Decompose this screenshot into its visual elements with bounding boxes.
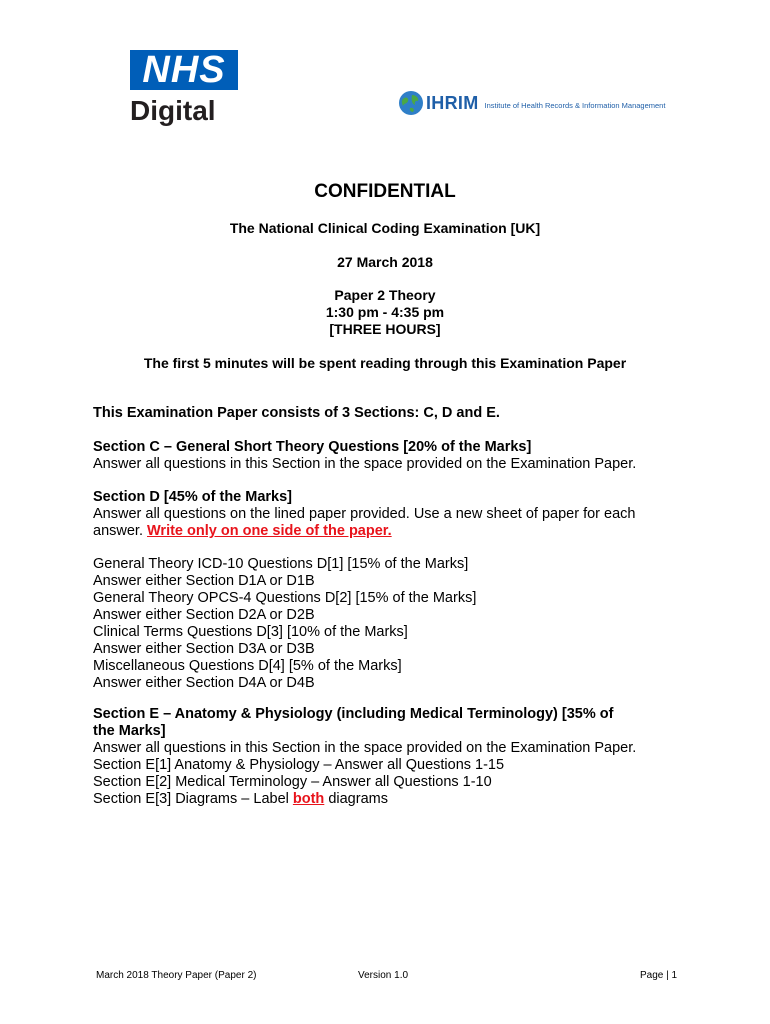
footer-version: Version 1.0	[358, 970, 409, 981]
nhs-logo-box: NHS	[130, 50, 238, 90]
section-c-heading: Section C – General Short Theory Questions [20% of the Marks]	[93, 439, 532, 455]
section-e	[93, 706, 693, 808]
paper-name: Paper 2 Theory	[334, 287, 436, 303]
footer-left: March 2018 Theory Paper (Paper 2)	[96, 970, 257, 981]
section-d	[93, 489, 693, 540]
section-e-item-2: Section E[2] Medical Terminology – Answer all Questions 1-10	[93, 774, 492, 790]
intro-text: This Examination Paper consists of 3 Sections: C, D and E.	[93, 405, 500, 421]
list-item: General Theory OPCS-4 Questions D[2] [15% of the Marks]	[93, 590, 477, 606]
section-d-text-prefix: answer.	[93, 523, 147, 539]
list-item: Answer either Section D2A or D2B	[93, 607, 315, 623]
footer-page-number: Page | 1	[640, 970, 678, 981]
section-e-heading-line2: the Marks]	[93, 723, 166, 739]
section-d-heading: Section D [45% of the Marks]	[93, 489, 293, 505]
globe-icon	[398, 90, 424, 116]
section-d-warning: Write only on one side of the paper.	[147, 523, 392, 539]
exam-name: The National Clinical Coding Examination [UK]	[229, 220, 541, 236]
list-item: Answer either Section D3A or D3B	[93, 641, 315, 657]
section-e-item-3-emphasis: both	[292, 791, 325, 807]
section-c	[93, 439, 693, 473]
nhs-digital-text: Digital	[130, 95, 216, 126]
section-d-text-line1: Answer all questions on the lined paper provided. Use a new sheet of paper for each	[93, 506, 636, 522]
list-item: Answer either Section D1A or D1B	[93, 573, 315, 589]
section-e-item-3	[93, 791, 693, 808]
exam-date: 27 March 2018	[337, 254, 433, 270]
section-e-item-1: Section E[1] Anatomy & Physiology – Answer all Questions 1-15	[93, 757, 505, 773]
document-title: CONFIDENTIAL	[314, 181, 456, 202]
exam-duration: [THREE HOURS]	[329, 321, 441, 337]
list-item: Miscellaneous Questions D[4] [5% of the Marks]	[93, 658, 402, 674]
list-item: Clinical Terms Questions D[3] [10% of the Marks]	[93, 624, 408, 640]
section-c-text: Answer all questions in this Section in the space provided on the Examination Paper.	[93, 456, 637, 472]
section-d-text-line2	[93, 523, 693, 540]
section-e-text: Answer all questions in this Section in the space provided on the Examination Paper.	[93, 740, 637, 756]
ihrim-logo	[398, 90, 665, 116]
section-e-item-3-prefix: Section E[3] Diagrams – Label	[93, 791, 293, 807]
ihrim-name: IHRIM	[426, 92, 479, 113]
section-e-heading-line1: Section E – Anatomy & Physiology (including Medical Terminology) [35% of	[93, 706, 614, 722]
exam-time: 1:30 pm - 4:35 pm	[325, 304, 445, 320]
reading-note: The first 5 minutes will be spent reading through this Examination Paper	[143, 355, 627, 371]
section-e-item-3-suffix: diagrams	[324, 791, 388, 807]
nhs-digital-logo	[130, 50, 242, 126]
section-d-items	[93, 556, 693, 692]
list-item: Answer either Section D4A or D4B	[93, 675, 315, 691]
list-item: General Theory ICD-10 Questions D[1] [15% of the Marks]	[93, 556, 469, 572]
ihrim-subtitle: Institute of Health Records & Information Management	[484, 100, 666, 110]
